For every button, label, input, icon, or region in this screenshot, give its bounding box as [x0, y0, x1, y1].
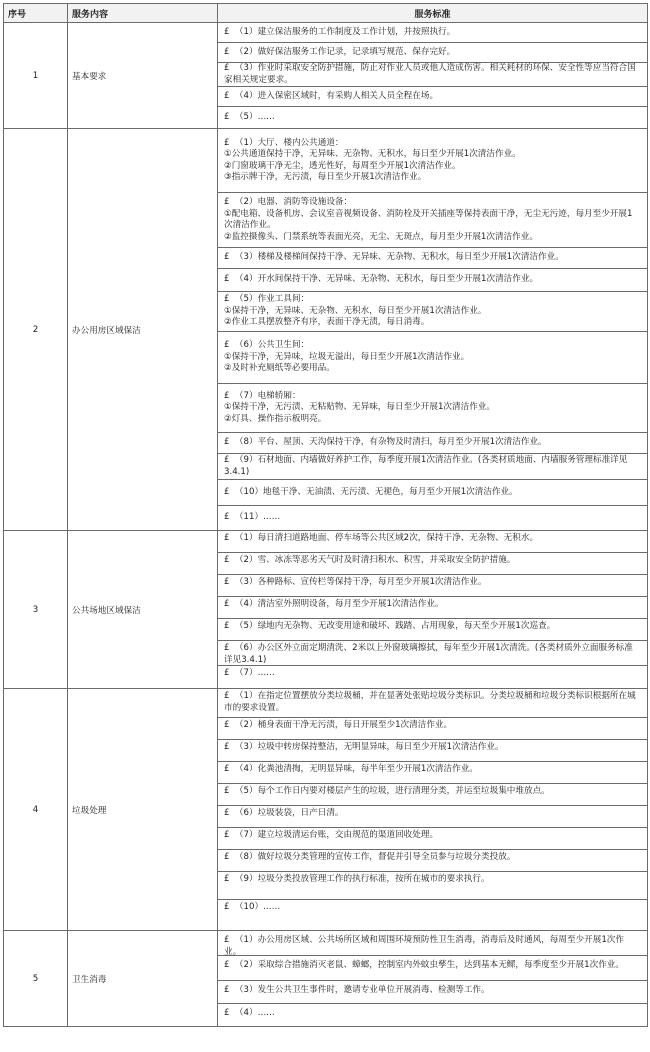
standard-item: £ （10）……: [224, 902, 281, 912]
standard-item: £ （9）石材地面、内墙做好养护工作，每季度开展1次清洁作业。(各类材质地面、内墙服务管理标准详见3.4.1): [218, 454, 647, 480]
standard-item: £ （5）……: [224, 111, 275, 122]
standard-item-list: [218, 23, 647, 128]
row-standard-cell: [218, 23, 648, 129]
standard-item: £ （6）垃圾装袋，日产日清。: [218, 806, 647, 828]
header-serial-number: 序号: [4, 4, 68, 23]
standard-item: £ （3）垃圾中转房保持整洁，无明显异味，每日至少开展1次清洁作业。: [218, 740, 647, 762]
standard-item: £ （3）作业时采取安全防护措施，防止对作业人员或他人造成伤害。相关耗材的环保、安全性等应当符合国家相关规定要求。: [218, 63, 647, 87]
table-row: [4, 689, 648, 931]
standard-item: £ （9）垃圾分类投放管理工作的执行标准，按所在城市的要求执行。: [218, 872, 647, 900]
standard-item: £ （11）……: [224, 512, 281, 523]
standard-item-list: [218, 129, 647, 530]
row-standard-cell: [218, 689, 648, 931]
standard-item: £ （4）化粪池清掏，无明显异味，每半年至少开展1次清洁作业。: [218, 762, 647, 784]
row-standard-cell: [218, 129, 648, 531]
standard-item: £ （6）办公区外立面定期清洗、2米以上外窗玻璃擦拭，每年至少开展1次清洗。(各类材质外立面服务标准详见3.4.1): [218, 641, 647, 666]
standard-item: £ （10）地毯干净、无油渍、无污渍、无褪色，每月至少开展1次清洁作业。: [218, 480, 647, 506]
standard-item: £ （4）开水间保持干净、无异味、无杂物、无积水，每日至少开展1次清洁作业。: [218, 269, 647, 292]
standard-item: £ （1）在指定位置摆放分类垃圾桶，并在显著处张贴垃圾分类标识。分类垃圾桶和垃圾分类标识根据所在城市的要求设置。: [218, 689, 647, 718]
row-serial-number: 1: [4, 23, 68, 129]
service-standard-table: [3, 3, 648, 1027]
table-row: [4, 531, 648, 689]
standard-item: £ （3）发生公共卫生事件时，邀请专业单位开展消毒、检测等工作。: [218, 981, 647, 1004]
row-service-content: 垃圾处理: [68, 689, 218, 931]
row-serial-number: 3: [4, 531, 68, 689]
table-row: [4, 931, 648, 1027]
row-standard-cell: [218, 931, 648, 1027]
standard-item: £ （2）桶身表面干净无污渍，每日开展至少1次清洁作业。: [218, 718, 647, 740]
standard-item: £ （4）进入保密区域时，有采购人相关人员全程在场。: [218, 87, 647, 107]
service-standard-table-container: [3, 3, 647, 1027]
standard-item: £ （5）每个工作日内要对楼层产生的垃圾，进行清理分类，并运至垃圾集中堆放点。: [218, 784, 647, 806]
standard-item: £ （1）建立保洁服务的工作制度及工作计划，并按照执行。: [218, 23, 647, 43]
standard-item: £ （8）做好垃圾分类管理的宣传工作，督促并引导全员参与垃圾分类投放。: [218, 850, 647, 872]
standard-item-list: [218, 689, 647, 930]
standard-item: £ （7）……: [224, 668, 275, 678]
standard-item: £ （4）清洁室外照明设备，每月至少开展1次清洁作业。: [218, 597, 647, 619]
standard-item: £ （3）楼梯及楼梯间保持干净、无异味、无杂物、无积水，每日至少开展1次清洁作业。: [218, 248, 647, 269]
header-service-content: 服务内容: [68, 4, 218, 23]
row-standard-cell: [218, 531, 648, 689]
standard-item: £ （2）雪、冰冻等恶劣天气时及时清扫积水、积雪，并采取安全防护措施。: [218, 553, 647, 575]
row-serial-number: 4: [4, 689, 68, 931]
row-service-content: 基本要求: [68, 23, 218, 129]
standard-item: £ （1）每日清扫道路地面、停车场等公共区域2次，保持干净、无杂物、无积水。: [218, 531, 647, 553]
header-service-standard: 服务标准: [218, 4, 648, 23]
standard-item: £ （2）做好保洁服务工作记录，记录填写规范、保存完好。: [218, 43, 647, 63]
row-service-content: 公共场地区域保洁: [68, 531, 218, 689]
table-row: [4, 129, 648, 531]
standard-item: £ （2）采取综合措施消灭老鼠、蟑螂，控制室内外蚊虫孳生，达到基本无鳏，每季度至少开展1次作业。: [218, 956, 647, 981]
table-header-row: [4, 4, 648, 23]
row-serial-number: 5: [4, 931, 68, 1027]
standard-item: £ （7）电梯轿厢： ①保持干净，无污渍、无粘贴物、无异味，每日至少开展1次清洁作业。 ②灯具、操作指示板明亮。: [218, 384, 647, 433]
standard-item: £ （3）各种路标、宣传栏等保持干净，每月至少开展1次清洁作业。: [218, 575, 647, 597]
standard-item: £ （5）作业工具间： ①保持干净，无异味、无杂物、无积水，每日至少开展1次清洁作业。 ②作业工具摆放整齐有序，表面干净无渍，每日消毒。: [218, 292, 647, 332]
standard-item: £ （8）平台、屋顶、天沟保持干净，有杂物及时清扫，每月至少开展1次清洁作业。: [218, 433, 647, 454]
row-service-content: 办公用房区域保洁: [68, 129, 218, 531]
standard-item: £ （4）……: [224, 1008, 275, 1018]
row-serial-number: 2: [4, 129, 68, 531]
standard-item: £ （6）公共卫生间： ①保持干净，无异味，垃圾无溢出，每日至少开展1次清洁作业。 ②及时补充厕纸等必要用品。: [218, 332, 647, 384]
standard-item: £ （1）办公用房区域、公共场所区域和周围环境预防性卫生消毒，消毒后及时通风，每周至少开展1次作业。: [218, 931, 647, 956]
table-row: [4, 23, 648, 129]
standard-item: £ （1）大厅、楼内公共通道： ①公共通道保持干净，无异味、无杂物、无积水，每日至少开展1次清洁作业。 ②门窗玻璃干净无尘，透光性好，每周至少开展1次清洁作业。 ③指示牌干净，无污渍，每日至少开展1次清洁作业。: [218, 129, 647, 193]
row-service-content: 卫生消毒: [68, 931, 218, 1027]
standard-item: £ （7）建立垃圾清运台账，交由规范的渠道回收处理。: [218, 828, 647, 850]
standard-item: £ （2）电器、消防等设施设备： ①配电箱、设备机房、会议室音视频设备、消防栓及开关插座等保持表面干净，无尘无污迹，每月至少开展1次清洁作业。 ②监控摄像头、门禁系统等表面光亮，无尘、无斑点，每月至少开展1次清洁作业。: [218, 193, 647, 248]
standard-item-list: [218, 931, 647, 1026]
standard-item: £ （5）绿地内无杂物、无改变用途和破坏、践踏、占用现象，每天至少开展1次巡查。: [218, 619, 647, 641]
standard-item-list: [218, 531, 647, 688]
